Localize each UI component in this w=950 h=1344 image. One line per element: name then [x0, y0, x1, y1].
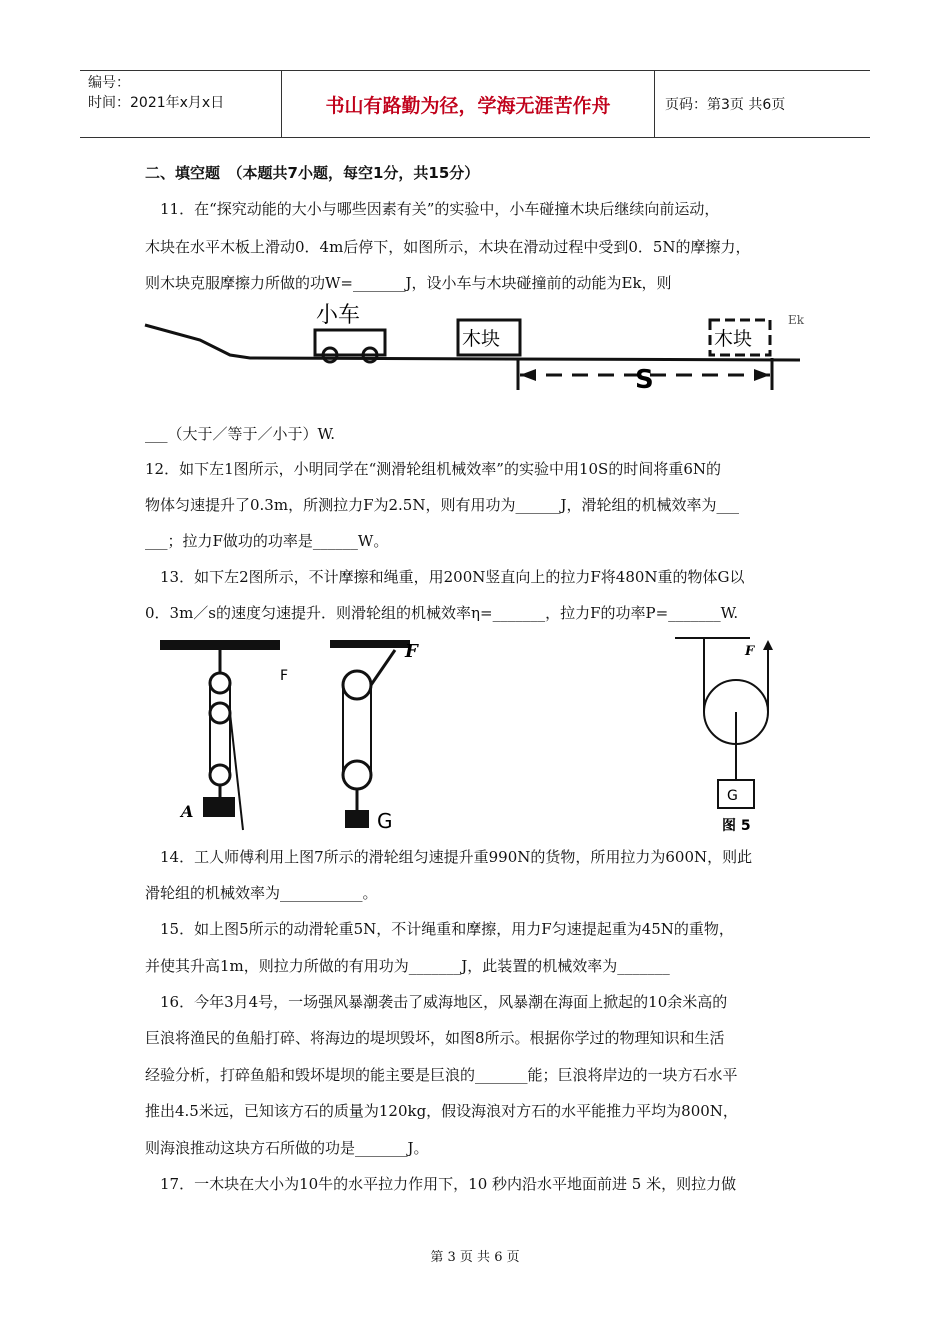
text-line: 推出4.5米远，已知该方石的质量为120kg，假设海浪对方石的水平能推力平均为800N，: [145, 1102, 738, 1120]
header-meta: [80, 71, 282, 137]
text-line: 并使其升高1m，则拉力所做的有用功为_______J，此装置的机械效率为_______: [145, 957, 670, 975]
pulley-figure-3: [670, 630, 790, 840]
text-line: ___；拉力F做功的功率是______W。: [145, 532, 389, 550]
text-line: 则木块克服摩擦力所做的功W=_______J，设小车与木块碰撞前的动能为Ek，则: [145, 274, 672, 292]
pulley1-a: A: [181, 802, 194, 821]
pulley-figure-1: [155, 635, 305, 835]
text-line: 17．一木块在大小为10牛的水平拉力作用下，10 秒内沿水平地面前进 5 米，则拉力做: [145, 1175, 737, 1193]
text-line: 14．工人师傅利用上图7所示的滑轮组匀速提升重990N的货物，所用拉力为600N，则此: [145, 848, 753, 866]
text-line: 滑轮组的机械效率为___________。: [145, 884, 378, 902]
text-line: 11．在“探究动能的大小与哪些因素有关”的实验中，小车碰撞木块后继续向前运动，: [145, 200, 720, 218]
text-line: 经验分析，打碎鱼船和毁坏堤坝的能主要是巨浪的_______能；巨浪将岸边的一块方石水平: [145, 1066, 738, 1084]
cart-block-figure: [140, 300, 820, 400]
time-label: 时间：2021年x月x日: [88, 95, 225, 111]
text-line: 巨浪将渔民的鱼船打碎、将海边的堤坝毁坏，如图8所示。根据你学过的物理知识和生活: [145, 1029, 725, 1047]
cart-label: 小车: [316, 303, 361, 328]
text-line: 则海浪推动这块方石所做的功是_______J。: [145, 1139, 429, 1157]
pulley2-f: F: [405, 641, 418, 662]
distance-label: S: [635, 365, 654, 395]
text-line: 物体匀速提升了0.3m，所测拉力F为2.5N，则有用功为______J，滑轮组的机械效率为___: [145, 496, 739, 514]
text-line: 15．如上图5所示的动滑轮重5N，不计绳重和摩擦，用力F匀速提起重为45N的重物，: [145, 920, 734, 938]
text-line: 12．如下左1图所示，小明同学在“测滑轮组机械效率”的实验中用10S的时间将重6N的: [145, 460, 722, 478]
section-title: 二、填空题 （本题共7小题，每空1分，共15分）: [145, 164, 480, 182]
ek-label: Ek: [788, 313, 805, 327]
pulley3-g: G: [727, 788, 738, 804]
page-info: 页码：第3页 共6页: [665, 97, 786, 113]
pulley-figure-2: [325, 635, 445, 835]
text-line: 13．如下左2图所示，不计摩擦和绳重，用200N竖直向上的拉力F将480N重的物体G以: [145, 568, 745, 586]
block2-label: 木块: [714, 328, 753, 350]
text-line: ___（大于／等于／小于）W.: [145, 425, 336, 443]
page-footer: 第 3 页 共 6 页: [430, 1250, 520, 1265]
pulley3-caption: 图 5: [722, 818, 751, 834]
block-label: 木块: [462, 328, 501, 350]
number-label: 编号：: [88, 75, 130, 91]
text-line: 16．今年3月4号，一场强风暴潮袭击了威海地区，风暴潮在海面上掀起的10余米高的: [145, 993, 728, 1011]
page-header: [80, 70, 870, 138]
text-line: 0．3m／s的速度匀速提升．则滑轮组的机械效率η=_______，拉力F的功率P=_______W.: [145, 604, 739, 622]
motto: 书山有路勤为径，学海无涯苦作舟: [282, 71, 655, 137]
pulley3-f: F: [745, 644, 755, 659]
text-line: 木块在水平木板上滑动0．4m后停下，如图所示，木块在滑动过程中受到0．5N的摩擦力，: [145, 238, 751, 256]
pulley1-f: F: [280, 668, 289, 684]
pulley2-g: G: [377, 809, 393, 833]
